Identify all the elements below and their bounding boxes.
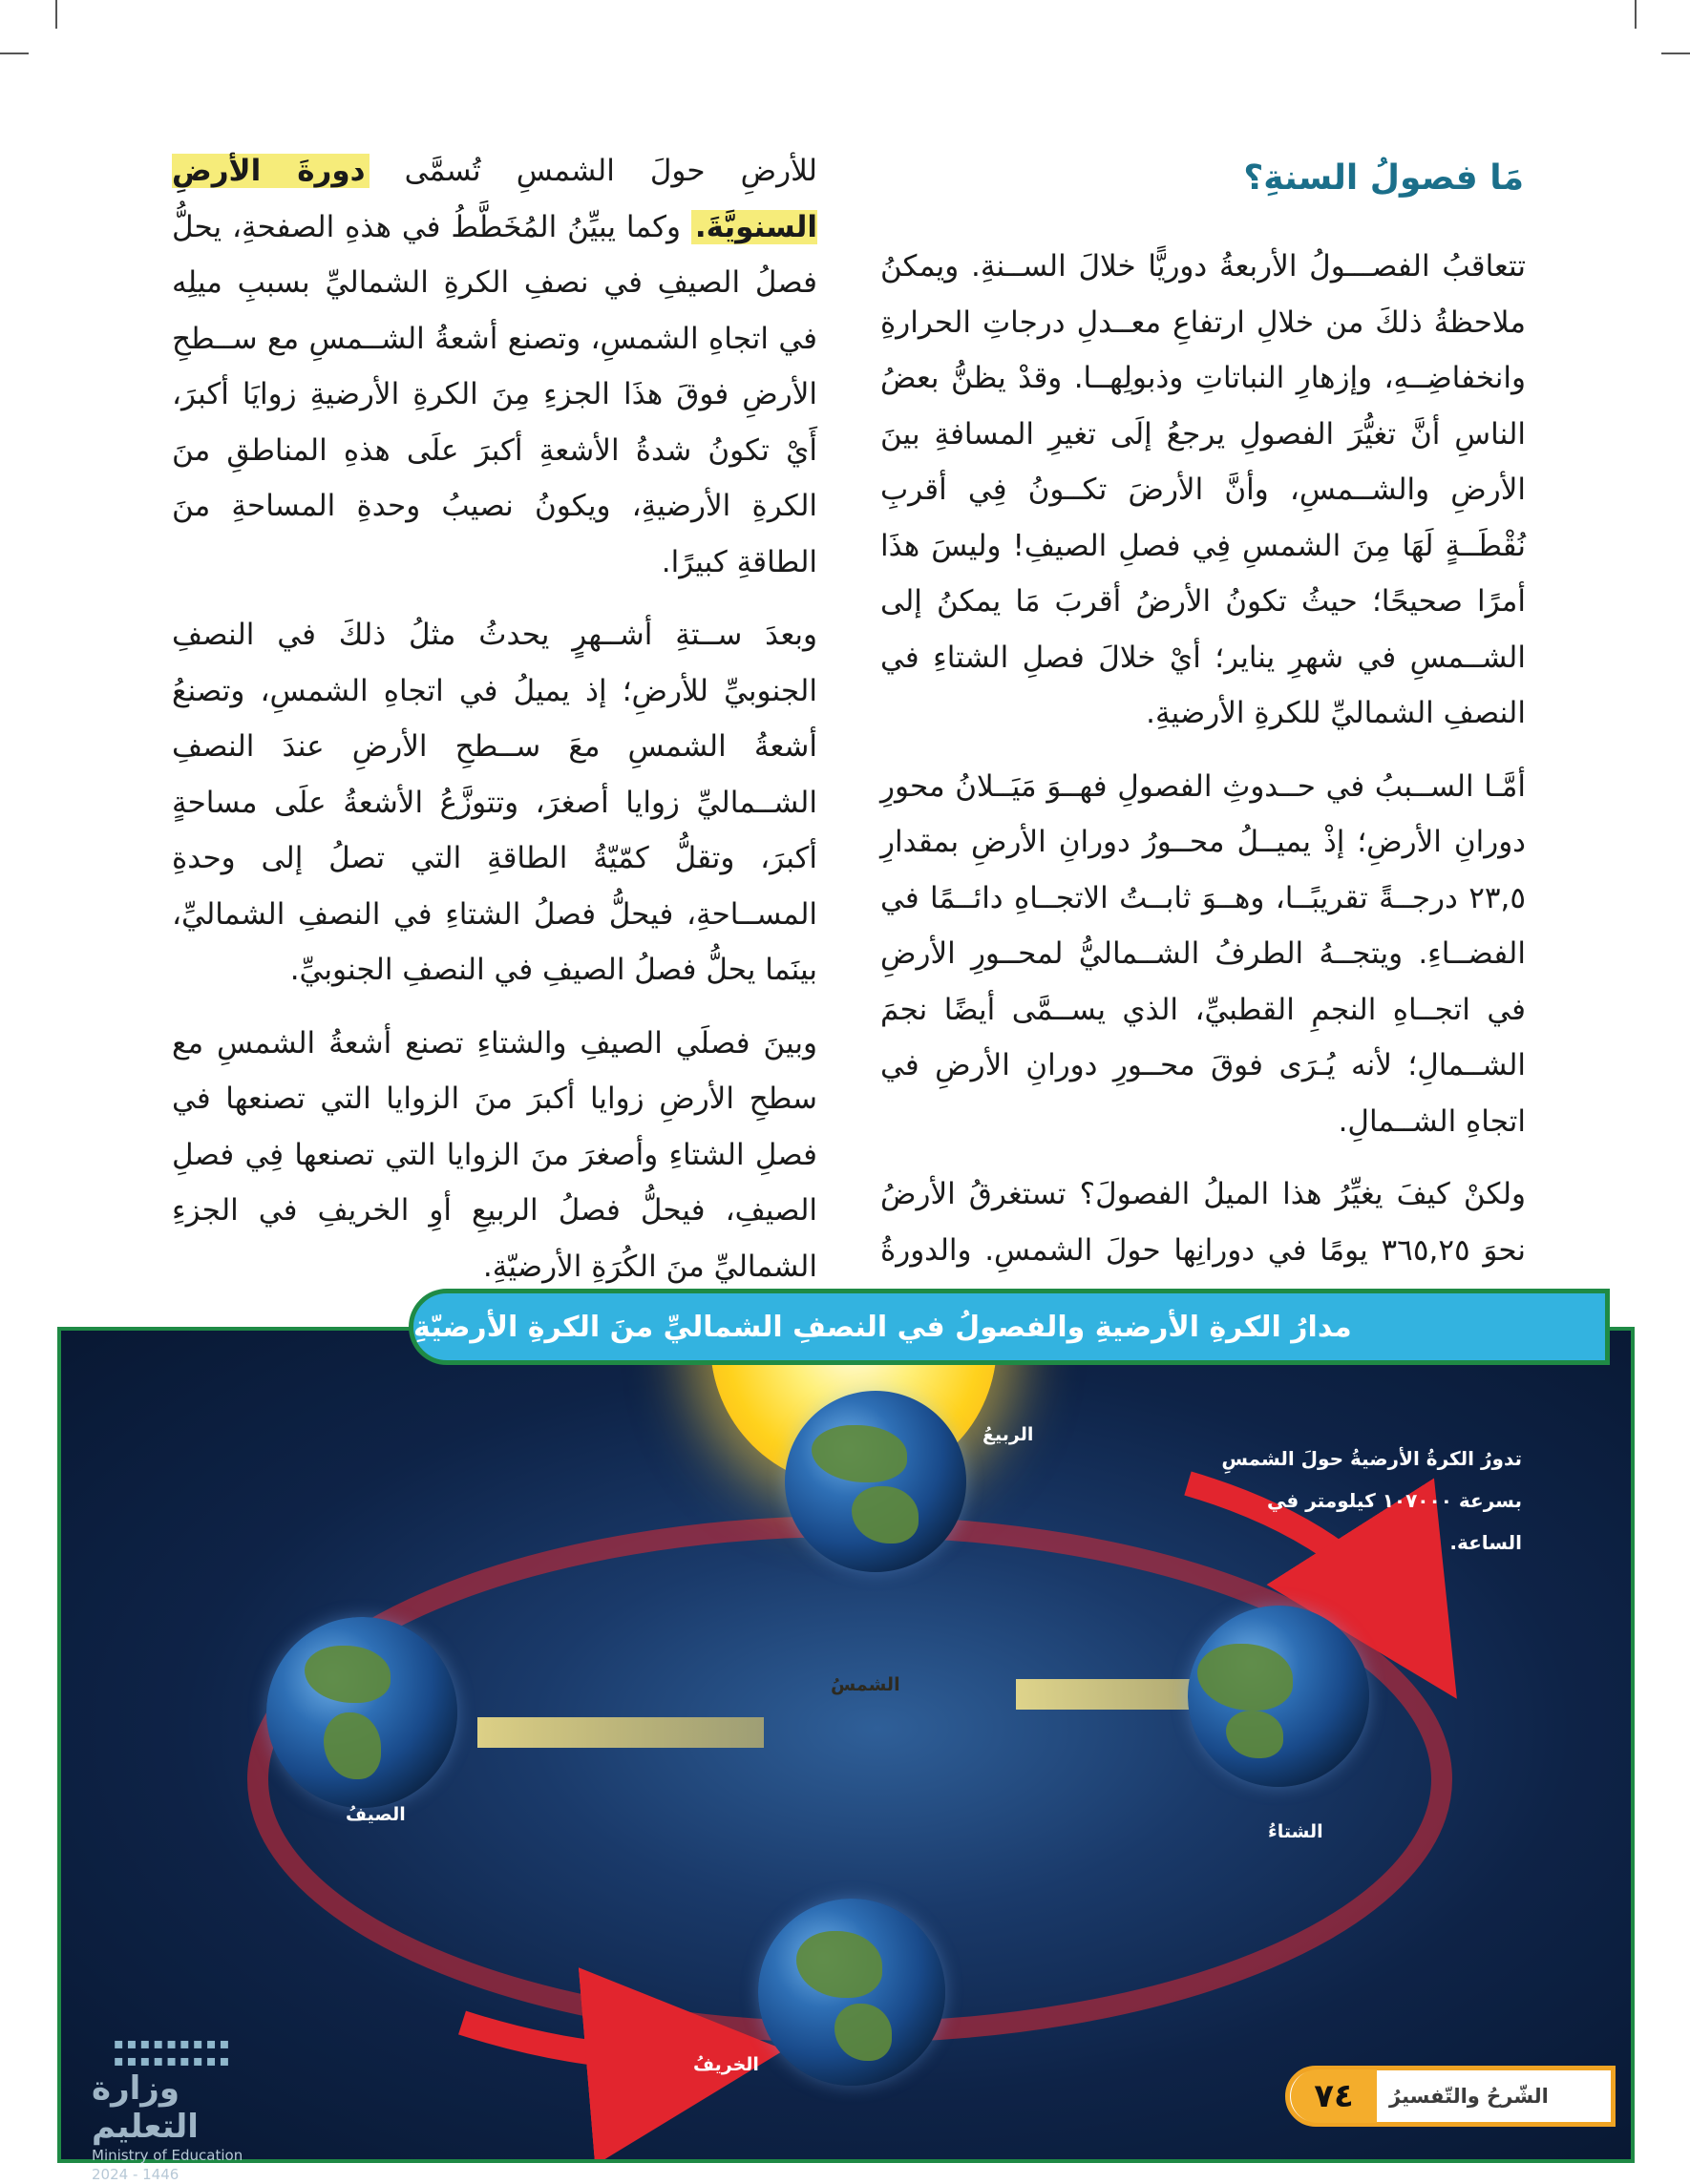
paragraph: ولكنْ كيفَ يغيِّرُ هذا الميلُ الفصولَ؟ تستغرقُ الأرضُ نحوَ ٣٦٥,٢٥ يومًا في دورانِها حولَ الشمسِ. والدورةُ [880, 1177, 1527, 1268]
paragraph: وبينَ فصلَي الصيفِ والشتاءِ تصنع أشعةُ الشمسِ مع سطحِ الأرضِ زوايا أكبرَ منَ الزوايا التي تصنعها في فصلِ الشتاءِ وأصغرَ منَ الزوايا التي تصنعها فِي فصلِ الصيفِ، فيحلُّ فصلُ الربيعِ أوِ الخريفِ في الجزءِ الشماليِّ منَ الكُرَةِ الأرضيّةِ. [172, 1025, 817, 1284]
paragraph: وبعدَ ســتةِ أشــهرٍ يحدثُ مثلُ ذلكَ في النصفِ الجنوبيِّ للأرضِ؛ إذ يميلُ في اتجاهِ الشمسِ، وتصنعُ أشعةُ الشمسِ معَ ســطحِ الأرضِ عندَ النصفِ الشــماليِّ زوايا أصغرَ، وتتوزَّعُ الأشعةُ علَى مساحةٍ أكبرَ، وتقلُّ كمّيّةُ الطاقةِ التي تصلُ إلى وحدةِ المســاحةِ، فيحلُّ فصلُ الشتاءِ في النصفِ الشماليِّ، بينَما يحلُّ فصلُ الصيفِ في النصفِ الجنوبيِّ. [172, 618, 817, 987]
orbit-figure [57, 1327, 1635, 2163]
text-run: وكما يبيِّنُ المُخَطَّطُ في هذهِ الصفحةِ، يحلُّ فصلُ الصيفِ في نصفِ الكرةِ الشماليِّ بسببِ ميلِه في اتجاهِ الشمسِ، وتصنع أشعةُ الشــمسِ مع ســطحِ الأرضِ فوقَ هذَا الجزءِ مِنَ الكرةِ الأرضيةِ زوايَا أكبرَ، أَيْ تكونُ شدةُ الأشعةِ أكبرَ علَى هذهِ المناطقِ منَ الكرةِ الأرضيةِ، ويكونُ نصيبُ وحدةِ المساحةِ منَ الطاقةِ كبيرًا. [172, 209, 817, 579]
earth-summer-icon [266, 1617, 457, 1808]
left-text-column [172, 143, 817, 1312]
right-text-column [880, 239, 1526, 1352]
summer-label: الصيفُ [346, 1804, 406, 1825]
figure-title-banner [409, 1289, 1610, 1365]
ministry-name-en: Ministry of Education [92, 2147, 243, 2164]
figure-title: مدارُ الكرةِ الأرضيةِ والفصولُ في النصفِ الشماليِّ منَ الكرةِ الأرضيّةِ [413, 1310, 1352, 1344]
crop-mark [55, 0, 57, 29]
earth-winter-icon [1188, 1606, 1369, 1787]
highlighted-term: دورةَ الأرضِ السنويَّةَ. [172, 154, 817, 244]
text-run: للأرضِ حولَ الشمسِ تُسمَّى [404, 154, 818, 188]
paragraph: تتعاقبُ الفصـــولُ الأربعةُ دوريًّا خلالَ الســنةِ. ويمكنُ ملاحظةُ ذلكَ من خلالِ ارتفاعِ معــدلِ درجاتِ الحرارةِ وانخفاضِــهِ، وإزهارِ النباتاتِ وذبولِهــا. وقدْ يظنُّ بعضُ الناسِ أنَّ تغيُّرَ الفصولِ يرجعُ إلَى تغيرِ المسافةِ بينَ الأرضِ والشــمسِ، وأنَّ الأرضَ تكــونُ فِي أقربِ نُقْطَــةٍ لَهَا مِنَ الشمسِ فِي فصلِ الصيفِ! وليسَ هذَا أمرًا صحيحًا؛ حيثُ تكونُ الأرضُ أقربَ مَا يمكنُ إلى الشــمسِ في شهرِ يناير؛ أيْ خلالَ فصلِ الشتاءِ في النصفِ الشماليِّ للكرةِ الأرضيةِ. [880, 249, 1526, 730]
crop-mark [1661, 52, 1690, 54]
paragraph: أمَّـا الســببُ في حــدوثِ الفصولِ فهــوَ مَيَــلانُ محورِ دورانِ الأرضِ؛ إذْ يميــلُ محــورُ دورانِ الأرضِ بمقدارِ ٢٣,٥ درجــةً تقريبًــا، وهــوَ ثابــتُ الاتجــاهِ دائــمًا في الفضــاءِ. ويتجــهُ الطرفُ الشــماليُّ لمحــورِ الأرضِ في اتجــاهِ النجمِ القطبيِّ، الذي يســمَّى أيضًا نجمَ الشــمالِ؛ لأنه يُـرَى فوقَ محــورِ دورانِ الأرضِ في اتجاهِ الشــمالِ. [880, 768, 1526, 1139]
spring-label: الربيعُ [982, 1424, 1034, 1445]
earth-spring-icon [785, 1391, 966, 1572]
crop-mark [0, 52, 29, 54]
earth-autumn-icon [758, 1899, 945, 2086]
ministry-name-ar: وزارة التعليم [92, 2069, 199, 2146]
section-title: مَا فصولُ السنةِ؟ [1243, 158, 1524, 198]
ministry-logo [92, 2035, 254, 2184]
ministry-year: 2024 - 1446 [92, 2166, 180, 2183]
page-number: ٧٤ [1291, 2069, 1377, 2123]
logo-dots-icon: ▪▪▪▪▪▪▪▪▪ ▪▪▪▪▪▪▪▪▪ [113, 2034, 233, 2069]
paragraph [172, 143, 817, 590]
autumn-label: الخريفُ [693, 2054, 759, 2075]
winter-label: الشتاءُ [1268, 1821, 1323, 1842]
crop-mark [1635, 0, 1637, 29]
light-beam [477, 1717, 764, 1748]
sun-label: الشمسُ [831, 1674, 900, 1695]
footer-label: الشّرحُ والتّفسيرُ [1389, 2085, 1549, 2108]
orbit-speed-note: تدورُ الكرةُ الأرضيةُ حولَ الشمسِ بسرعة ١٠٧٠٠٠ كيلومتر في الساعة. [1221, 1447, 1522, 1554]
